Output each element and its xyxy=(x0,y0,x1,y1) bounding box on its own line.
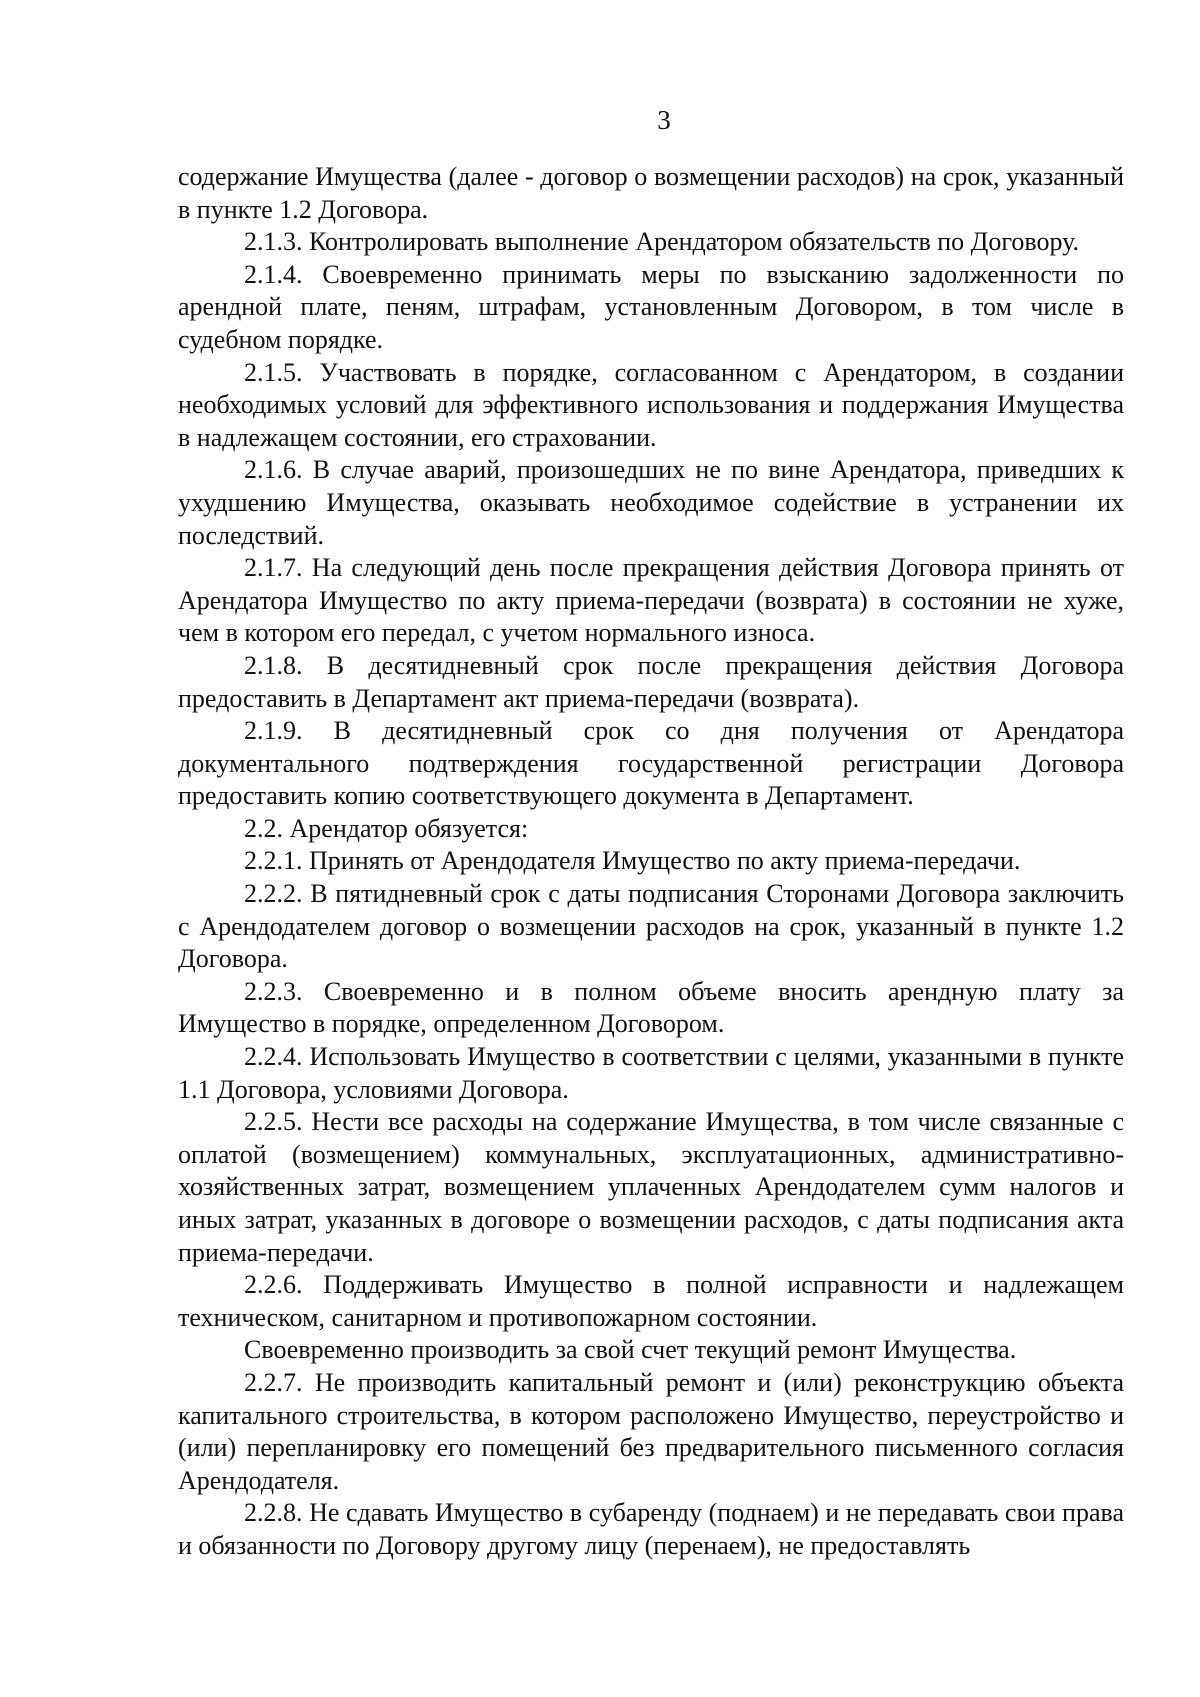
paragraph-2-1-8: 2.1.8. В десятидневный срок после прекращения действия Договора предоставить в Департамент акт приема-передачи (возврата). xyxy=(178,650,1124,713)
paragraph-2-1-9: 2.1.9. В десятидневный срок со дня получения от Арендатора документального подтверждения государственной регистрации Договора предоставить копию соответствующего документа в Департамент. xyxy=(178,716,1124,811)
paragraph-continuation: содержание Имущества (далее - договор о возмещении расходов) на срок, указанный в пункте 1.2 Договора. xyxy=(178,162,1124,224)
page-number: 3 xyxy=(657,105,671,135)
paragraph-2-2-2: 2.2.2. В пятидневный срок с даты подписания Сторонами Договора заключить с Арендодателем договор о возмещении расходов на срок, указанный в пункте 1.2 Договора. xyxy=(178,879,1124,974)
paragraph-2-1-4: 2.1.4. Своевременно принимать меры по взысканию задолженности по арендной плате, пеням, штрафам, установленным Договором, в том числе в судебном порядке. xyxy=(178,259,1124,354)
paragraph-2-1-6: 2.1.6. В случае аварий, произошедших не по вине Арендатора, приведших к ухудшению Имущества, оказывать необходимое содействие в устранении их последствий. xyxy=(178,455,1124,550)
paragraph-2-1-3: 2.1.3. Контролировать выполнение Арендатором обязательств по Договору. xyxy=(244,227,1080,257)
paragraph-2-2-1: 2.2.1. Принять от Арендодателя Имущество по акту приема-передачи. xyxy=(244,846,1021,876)
section-heading-2-2: 2.2. Арендатор обязуется: xyxy=(244,813,529,843)
paragraph-2-2-7: 2.2.7. Не производить капитальный ремонт и (или) реконструкцию объекта капитального строительства, в котором расположено Имущество, переустройство и (или) перепланировку его помещений без предварительного письменного согласия Арендодателя. xyxy=(178,1367,1124,1495)
paragraph-2-2-6-continued: Своевременно производить за свой счет текущий ремонт Имущества. xyxy=(244,1335,1017,1365)
paragraph-2-1-7: 2.1.7. На следующий день после прекращения действия Договора принять от Арендатора Имущество по акту приема-передачи (возврата) в состоянии не хуже, чем в котором его передал, с учетом нормального износа. xyxy=(178,553,1124,648)
paragraph-2-1-5: 2.1.5. Участвовать в порядке, согласованном с Арендатором, в создании необходимых условий для эффективного использования и поддержания Имущества в надлежащем состоянии, его страховании. xyxy=(178,357,1124,452)
paragraph-2-2-4: 2.2.4. Использовать Имущество в соответствии с целями, указанными в пункте 1.1 Договора, условиями Договора. xyxy=(178,1042,1124,1104)
paragraph-2-2-8: 2.2.8. Не сдавать Имущество в субаренду (поднаем) и не передавать свои права и обязанности по Договору другому лицу (перенаем), не предоставлять xyxy=(178,1498,1124,1560)
document-body xyxy=(178,161,1124,1563)
paragraph-2-2-5: 2.2.5. Нести все расходы на содержание Имущества, в том числе связанные с оплатой (возмещением) коммунальных, эксплуатационных, административно-хозяйственных затрат, возмещением уплаченных Арендодателем сумм налогов и иных затрат, указанных в договоре о возмещении расходов, с даты подписания акта приема-передачи. xyxy=(178,1107,1124,1267)
paragraph-2-2-3: 2.2.3. Своевременно и в полном объеме вносить арендную плату за Имущество в порядке, определенном Договором. xyxy=(178,976,1124,1039)
paragraph-2-2-6: 2.2.6. Поддерживать Имущество в полной исправности и надлежащем техническом, санитарном и противопожарном состоянии. xyxy=(178,1270,1124,1332)
